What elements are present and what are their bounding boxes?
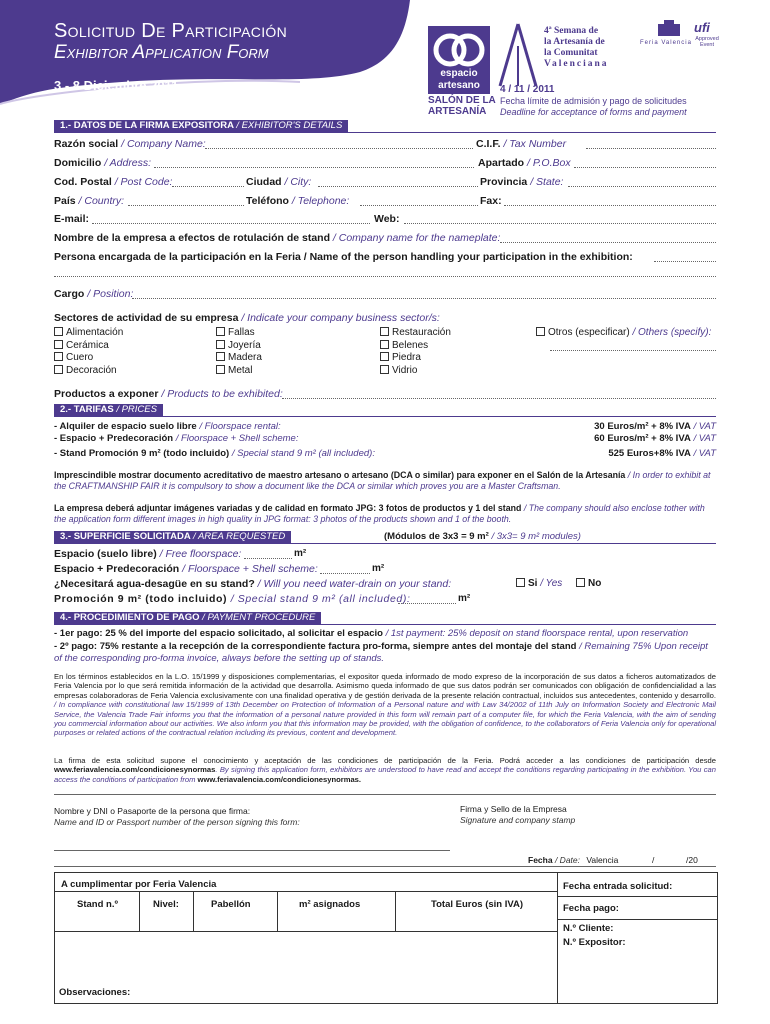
shell-scheme-row: Espacio + Predecoración / Floorspace + Shell scheme: — [54, 563, 318, 575]
sector-metal[interactable]: Metal — [216, 365, 262, 378]
sector-joyeria[interactable]: Joyería — [216, 340, 262, 353]
checkbox[interactable] — [216, 352, 225, 361]
checkbox[interactable] — [380, 352, 389, 361]
office-use-table — [54, 872, 718, 1004]
checkbox[interactable] — [576, 578, 585, 587]
ufi-subtitle: Approved Event — [695, 36, 719, 48]
conditions-notice: La firma de esta solicitud supone el conocimiento y aceptación de las condiciones de participación de la Feria. Podrá acceder a las condiciones de participación desde www.feriavalencia.com/condicionesynormas. By signing this application form, exhibitors are understood to have read and accept the conditions regarding participating in the exhibition. You can access the conditions of participation from www.feriavalencia.com/condicionesynormas. — [54, 756, 716, 784]
conditions-link[interactable]: www.feriavalencia.com/condicionesynormas — [54, 765, 216, 775]
form-title: Solicitud De Participación — [54, 20, 287, 42]
checkbox[interactable] — [216, 365, 225, 374]
office-fecha-pago: Fecha pago: — [563, 903, 619, 914]
state-label: Provincia / State: — [480, 176, 564, 188]
email-row: E-mail: — [54, 213, 90, 225]
feria-valencia-label: Feria Valencia — [640, 40, 692, 46]
post-code-row: Cod. Postal / Post Code: — [54, 176, 173, 188]
office-fecha-entrada: Fecha entrada solicitud: — [563, 881, 673, 892]
nameplate-field[interactable] — [500, 242, 716, 243]
craftsman-note: Imprescindible mostrar documento acreditativo de maestro artesano o artesano (DCA o similar) para exponer en el Salón de la Artesanía / In order to exhibit at the CRAFTMANSHIP FAIR it is compulsory to show a document like the DCA or similar which proves you are a Master Craftsman. — [54, 470, 711, 491]
web-field[interactable] — [404, 223, 716, 224]
sector-col-3 — [380, 327, 451, 377]
rates-list — [54, 420, 716, 461]
checkbox[interactable] — [380, 365, 389, 374]
deadline-en: Deadline for acceptance of forms and payment — [500, 107, 687, 117]
products-row: Productos a exponer / Products to be exhibited: — [54, 388, 283, 400]
sector-vidrio[interactable]: Vidrio — [380, 365, 451, 378]
checkbox[interactable] — [216, 327, 225, 336]
semana-logo-icon — [496, 22, 540, 88]
city-field[interactable] — [318, 186, 478, 187]
tax-number-label: C.I.F. / Tax Number — [476, 138, 567, 150]
signer-field[interactable] — [54, 850, 450, 851]
sector-fallas[interactable]: Fallas — [216, 327, 262, 340]
country-field[interactable] — [128, 205, 244, 206]
checkbox[interactable] — [536, 327, 545, 336]
espacio-artesano-logo — [428, 26, 490, 94]
city-label: Ciudad / City: — [246, 176, 312, 188]
shell-scheme-unit: m² — [372, 563, 385, 574]
position-row: Cargo / Position: — [54, 288, 134, 300]
special-stand-row: Promoción 9 m² (todo incluido) / Special stand 9 m² (all included): — [54, 593, 411, 605]
special-stand-field[interactable] — [398, 603, 456, 604]
form-title-en: Exhibitor Application Form — [54, 42, 269, 63]
signature-divider — [54, 794, 716, 795]
sector-belenes[interactable]: Belenes — [380, 340, 451, 353]
office-col-stand: Stand n.º — [77, 899, 118, 910]
feria-valencia-icon — [656, 20, 682, 38]
office-col-pabellon: Pabellón — [211, 899, 251, 910]
company-stamp-label: Firma y Sello de la Empresa Signature and company stamp — [460, 804, 576, 825]
po-box-field[interactable] — [574, 167, 716, 168]
section-3-header: 3.- SUPERFICIE SOLICITADA / AREA REQUESTED — [54, 531, 716, 543]
email-field[interactable] — [92, 223, 370, 224]
section-1-header: 1.- DATOS DE LA FIRMA EXPOSITORA / EXHIBITOR'S DETAILS — [54, 120, 716, 132]
sector-cuero[interactable]: Cuero — [54, 352, 123, 365]
free-floorspace-row: Espacio (suelo libre) / Free floorspace: — [54, 548, 242, 560]
fax-label: Fax: — [480, 195, 502, 207]
date-underline — [54, 866, 716, 867]
rate-floorspace: - Alquiler de espacio suelo libre / Floorspace rental: 30 Euros/m² + 8% IVA / VAT — [54, 421, 716, 432]
office-col-nivel: Nivel: — [153, 899, 179, 910]
checkbox[interactable] — [54, 365, 63, 374]
contact-person-field-2[interactable] — [54, 276, 716, 277]
checkbox[interactable] — [380, 327, 389, 336]
rate-shell-scheme: - Espacio + Predecoración / Floorspace + Shell scheme: 60 Euros/m² + 8% IVA / VAT — [54, 433, 716, 444]
logo-line-1: espacio — [440, 68, 478, 79]
address-row: Domicilio / Address: — [54, 157, 152, 169]
post-code-field[interactable] — [172, 186, 244, 187]
water-drain-row: ¿Necesitará agua-desagüe en su stand? / Will you need water-drain on your stand: — [54, 578, 452, 590]
office-col-total: Total Euros (sin IVA) — [431, 899, 524, 910]
payment-2: - 2º pago: 75% restante a la recepción de la correspondiente factura pro-forma, siempre antes del montaje del stand / Remaining 75% Upon receipt of the corresponding pro-forma invoice, always before the setting up of stands. — [54, 641, 708, 664]
deadline-es: Fecha límite de admisión y pago de solicitudes — [500, 96, 687, 106]
telephone-field[interactable] — [360, 205, 478, 206]
products-field[interactable] — [282, 398, 716, 399]
event-dates: 3 - 8 Diciembre 2011. — [54, 78, 182, 93]
conditions-link-2[interactable]: www.feriavalencia.com/condicionesynormas. — [197, 774, 361, 784]
rate-special-stand: - Stand Promoción 9 m² (todo incluido) / Special stand 9 m² (all included): 525 Euros+8% IVA / VAT — [54, 448, 716, 459]
nameplate-row: Nombre de la empresa a efectos de rotulación de stand / Company name for the nameplate: — [54, 232, 501, 244]
date-row: Fecha / Date: Valencia — [528, 855, 619, 865]
sector-otros[interactable]: Otros (especificar) / Others (specify): — [536, 327, 711, 338]
payment-1: - 1er pago: 25 % del importe del espacio solicitado, al solicitar el espacio / 1st payment: 25% deposit on stand floorspace rental, upon reservation — [54, 628, 689, 639]
country-row: País / Country: — [54, 195, 125, 207]
deadline-date: 4 / 11 / 2011 — [500, 84, 555, 95]
checkbox[interactable] — [54, 327, 63, 336]
free-floorspace-unit: m² — [294, 548, 307, 559]
office-cliente: N.º Cliente: — [563, 923, 614, 934]
sector-col-1 — [54, 327, 123, 377]
shell-scheme-field[interactable] — [320, 573, 370, 574]
web-label: Web: — [374, 213, 400, 225]
checkbox[interactable] — [54, 340, 63, 349]
water-yes[interactable]: Si / Yes — [516, 578, 562, 589]
checkbox[interactable] — [380, 340, 389, 349]
contact-person-field[interactable] — [654, 261, 716, 262]
checkbox[interactable] — [216, 340, 225, 349]
contact-person-row: Persona encargada de la participación en la Feria / Name of the person handling your participation in the exhibition: — [54, 251, 633, 263]
office-title: A cumplimentar por Feria Valencia — [61, 879, 217, 890]
date-sep: / — [652, 855, 655, 865]
office-observaciones: Observaciones: — [59, 987, 131, 998]
ufi-logo: ufi — [694, 20, 710, 35]
sector-madera[interactable]: Madera — [216, 352, 262, 365]
office-col-m2: m² asignados — [299, 899, 361, 910]
state-field[interactable] — [568, 186, 716, 187]
company-name-row: Razón social / Company Name: — [54, 138, 206, 150]
others-field[interactable] — [550, 350, 716, 351]
special-stand-unit: m² — [458, 593, 471, 604]
date-year: /20 — [686, 855, 698, 865]
fax-field[interactable] — [504, 205, 716, 206]
checkbox[interactable] — [516, 578, 525, 587]
sector-restauracion[interactable]: Restauración — [380, 327, 451, 340]
section-4-header: 4.- PROCEDIMIENTO DE PAGO / PAYMENT PROCEDURE — [54, 612, 716, 624]
office-expositor: N.º Expositor: — [563, 937, 626, 948]
sector-piedra[interactable]: Piedra — [380, 352, 451, 365]
sector-decoracion[interactable]: Decoración — [54, 365, 123, 378]
legal-notice: En los términos establecidos en la L.O. 15/1999 y disposiciones complementarias, el expositor queda informado de modo expreso de la incorporación de sus datos a ficheros automatizados de Feria Valencia por lo que será remitida información de la actividad que desarrolla. Asimismo queda informado de que sus datos podrán ser comunicados con obligación de confidencialidad a las empresas colaboradoras de Feria Valencia exclusivamente con una finalidad operativa y de gestión derivada de la presente relación contractual, incluidos sus antecedentes, contenido y desarrollo. / In compliance with constitutional law 15/1999 of 13th December on Protection of Information of a Personal nature and with Law 34/2002 of 11th July on Information Society and Electronic Mail Service, the Valencia Trade Fair informs you that the information of a personal nature provided in this form will remain part of a computer file, for which the Feria Valencia, with the aim of sending you commercial information about our activities. We also inform you that this information may be provided, with the obligation of confidence, to the collaborators of Feria Valencia only for operational purposes or related actions of the contractual relation including its previous, content and development. — [54, 672, 716, 738]
telephone-label: Teléfono / Telephone: — [246, 195, 350, 207]
address-field[interactable] — [154, 167, 474, 168]
logo-line-2: artesano — [438, 80, 480, 91]
company-name-field[interactable] — [205, 148, 473, 149]
po-box-label: Apartado / P.O.Box — [478, 157, 571, 169]
checkbox[interactable] — [54, 352, 63, 361]
free-floorspace-field[interactable] — [244, 558, 292, 559]
sector-ceramica[interactable]: Cerámica — [54, 340, 123, 353]
salon-text-1: SALÓN DE LA — [428, 95, 496, 106]
images-note: La empresa deberá adjuntar imágenes variadas y de calidad en formato JPG: 3 fotos de productos y 1 del stand / The company should also enclose tother with the application form different images in high quality in JPG format: 3 photos of the products shown and 1 of the booth. — [54, 503, 705, 524]
sector-alimentacion[interactable]: Alimentación — [54, 327, 123, 340]
sectors-row: Sectores de actividad de su empresa / Indicate your company business sector/s: — [54, 312, 440, 324]
water-no[interactable]: No — [576, 578, 601, 589]
position-field[interactable] — [132, 298, 716, 299]
salon-text-2: ARTESANÍA — [428, 106, 487, 117]
sector-col-2 — [216, 327, 262, 377]
section-2-header: 2.- TARIFAS / PRICES — [54, 404, 716, 416]
modules-note: (Módulos de 3x3 = 9 m² / 3x3= 9 m² modules) — [384, 531, 581, 542]
semana-text: 4ª Semana de la Artesanía de la Comunitat Valenciana — [544, 26, 609, 69]
tax-number-field[interactable] — [586, 148, 716, 149]
signer-label: Nombre y DNI o Pasaporte de la persona que firma: Name and ID or Passport number of the person signing this form: — [54, 806, 300, 827]
